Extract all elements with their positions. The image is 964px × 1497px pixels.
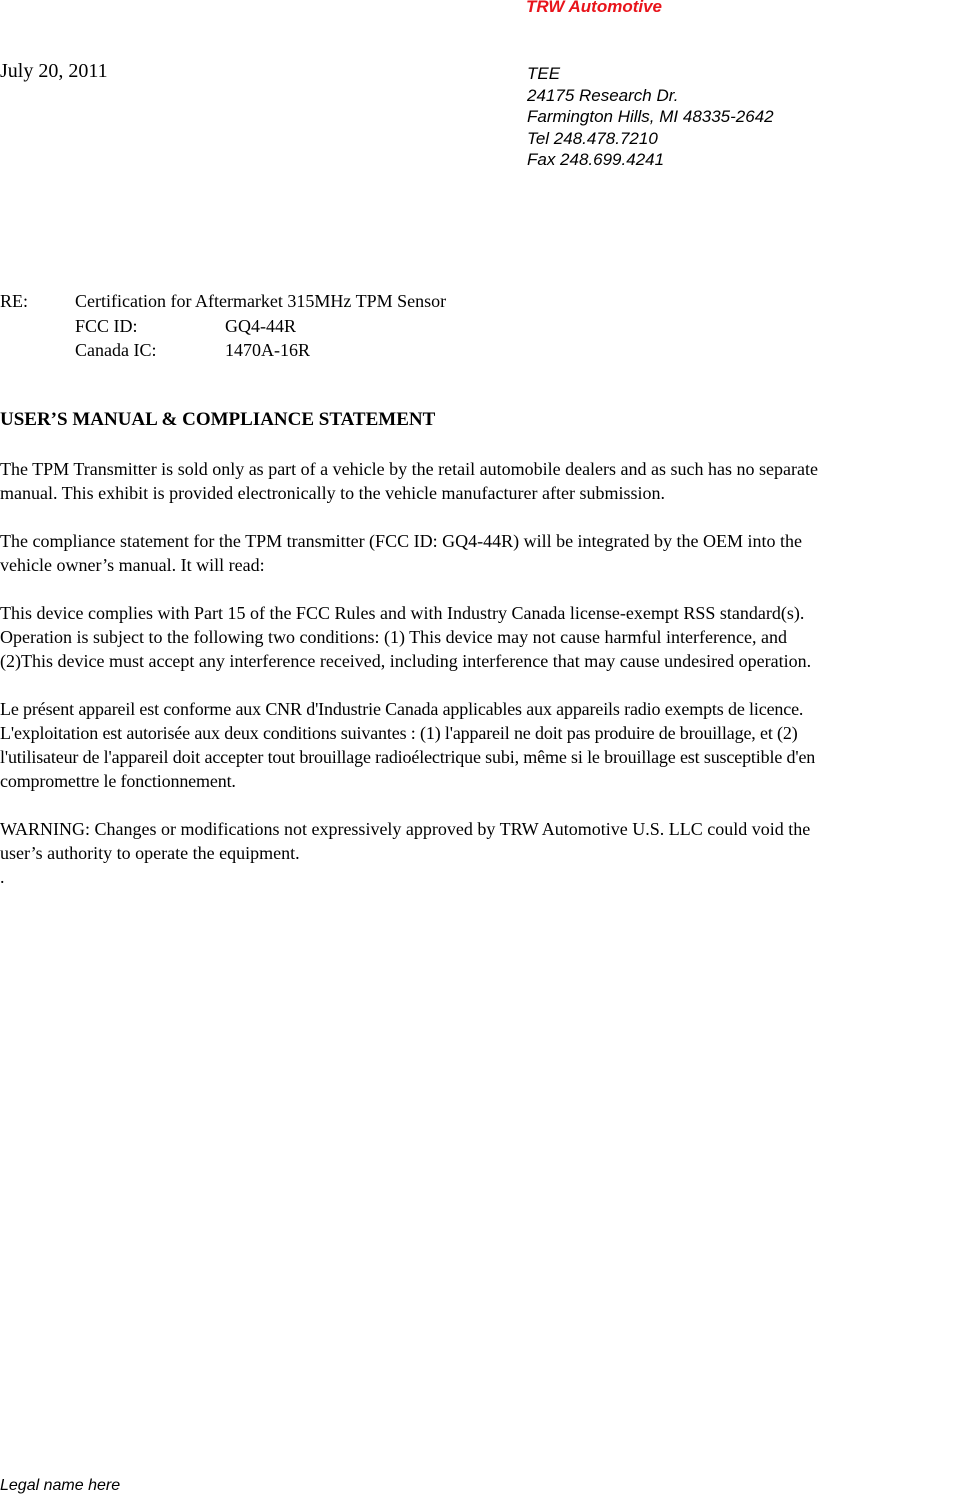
address-line: Fax 248.699.4241 bbox=[527, 150, 665, 169]
paragraph-line: l'utilisateur de l'appareil doit accepter tout brouillage radioélectrique subi, même si le brouillage est susceptible d'en bbox=[0, 747, 816, 767]
paragraph-warning bbox=[0, 817, 964, 889]
paragraph-line: manual. This exhibit is provided electronically to the vehicle manufacturer after submission. bbox=[0, 483, 665, 503]
paragraph-line: WARNING: Changes or modifications not expressively approved by TRW Automotive U.S. LLC could void the bbox=[0, 819, 811, 839]
address-line: Tel 248.478.7210 bbox=[527, 128, 658, 148]
paragraph-line: (2)This device must accept any interference received, including interference that may cause undesired operation. bbox=[0, 651, 812, 671]
paragraph-line: . bbox=[0, 867, 5, 887]
canada-ic-value: 1470A-16R bbox=[225, 340, 310, 360]
canada-ic-label: Canada IC: bbox=[75, 340, 157, 360]
paragraph-line: L'exploitation est autorisée aux deux conditions suivantes : (1) l'appareil ne doit pas produire de brouillage, et (2) bbox=[0, 723, 798, 743]
paragraph-line: This device complies with Part 15 of the FCC Rules and with Industry Canada license-exempt RSS standard(s). bbox=[0, 603, 805, 623]
paragraph-line: The compliance statement for the TPM transmitter (FCC ID: GQ4-44R) will be integrated by the OEM into the bbox=[0, 531, 803, 551]
paragraph-fcc-statement bbox=[0, 601, 964, 673]
paragraph-line: Le présent appareil est conforme aux CNR d'Industrie Canada applicables aux appareils radio exempts de licence. bbox=[0, 699, 804, 719]
fcc-id-label: FCC ID: bbox=[75, 315, 138, 336]
address-line: Farmington Hills, MI 48335-2642 bbox=[527, 107, 774, 126]
section-heading: USER’S MANUAL & COMPLIANCE STATEMENT bbox=[0, 409, 436, 430]
footer-legal-name: Legal name here bbox=[0, 1477, 121, 1494]
paragraph-oem-integration bbox=[0, 529, 964, 577]
paragraph-line: user’s authority to operate the equipment. bbox=[0, 843, 300, 863]
fcc-id-value: GQ4-44R bbox=[225, 315, 296, 336]
paragraph-no-manual bbox=[0, 457, 964, 505]
address-line: 24175 Research Dr. bbox=[527, 85, 679, 105]
paragraph-ic-statement-french bbox=[0, 697, 964, 793]
letter-date: July 20, 2011 bbox=[0, 60, 108, 82]
re-label: RE: bbox=[0, 291, 29, 311]
paragraph-line: compromettre le fonctionnement. bbox=[0, 771, 236, 791]
company-name: TRW Automotive bbox=[526, 0, 662, 16]
re-subject: Certification for Aftermarket 315MHz TPM Sensor bbox=[75, 291, 447, 311]
address-line: TEE bbox=[527, 64, 561, 83]
paragraph-line: Operation is subject to the following two conditions: (1) This device may not cause harmful interference, and bbox=[0, 627, 787, 647]
paragraph-line: vehicle owner’s manual. It will read: bbox=[0, 555, 265, 575]
sender-address bbox=[527, 63, 774, 171]
paragraph-line: The TPM Transmitter is sold only as part of a vehicle by the retail automobile dealers and as such has no separate bbox=[0, 459, 818, 479]
